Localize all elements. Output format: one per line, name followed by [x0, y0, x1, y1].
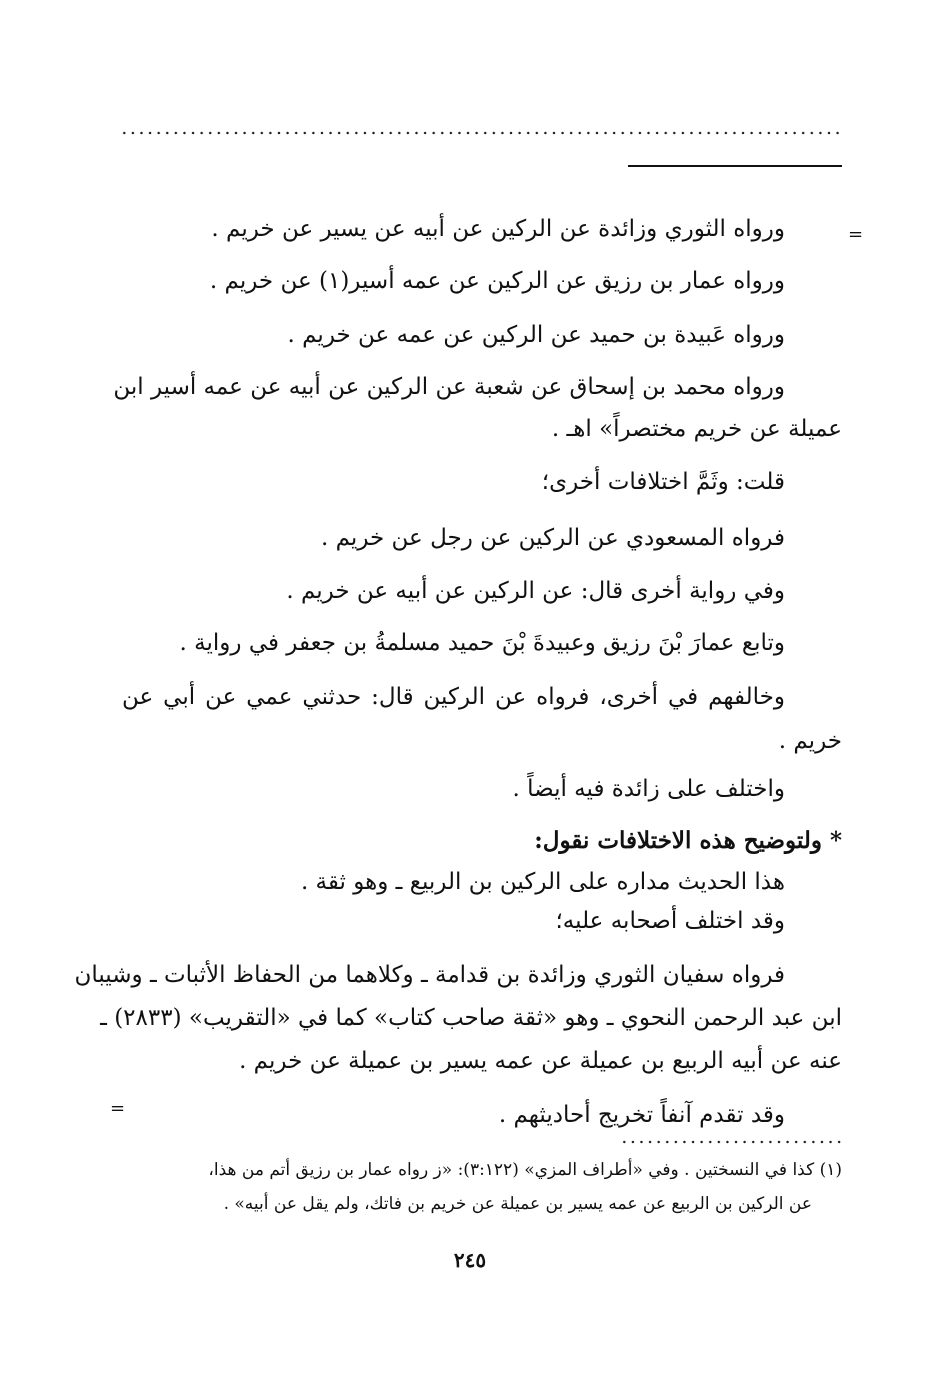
continuation-mark-bottom: = — [110, 1098, 126, 1119]
page-number: ٢٤٥ — [453, 1248, 487, 1272]
body-line-12: واختلف على زائدة فيه أيضاً . — [512, 776, 785, 802]
body-line-1: ورواه الثوري وزائدة عن الركين عن أبيه عن يسير عن خريم . — [211, 216, 785, 242]
body-line-16: فرواه سفيان الثوري وزائدة بن قدامة ـ وكلاهما من الحفاظ الأثبات ـ وشيبان — [74, 962, 785, 988]
top-dotted-rule — [120, 131, 842, 135]
body-line-2: ورواه عمار بن رزيق عن الركين عن عمه أسير(١) عن خريم . — [209, 268, 785, 294]
footnote-line-1: (١) كذا في النسختين . وفي «أطراف المزي» (٣:١٢٢): «ز رواه عمار بن رزيق أتم من هذا، — [208, 1160, 842, 1180]
body-line-4: ورواه محمد بن إسحاق عن شعبة عن الركين عن أبيه عن عمه أسير ابن — [113, 374, 785, 400]
section-heading: * ولتوضيح هذه الاختلافات نقول: — [534, 827, 842, 854]
continuation-mark-top: = — [848, 224, 864, 245]
body-line-8: وفي رواية أخرى قال: عن الركين عن أبيه عن خريم . — [286, 578, 785, 604]
body-line-7: فرواه المسعودي عن الركين عن رجل عن خريم . — [320, 525, 785, 551]
body-line-10: وخالفهم في أخرى، فرواه عن الركين قال: حدثني عمي عن أبي عن — [122, 684, 785, 710]
body-line-3: ورواه عَبيدة بن حميد عن الركين عن عمه عن خريم . — [287, 322, 785, 348]
body-line-14: هذا الحديث مداره على الركين بن الربيع ـ وهو ثقة . — [300, 869, 785, 895]
body-line-11: خريم . — [778, 728, 842, 754]
body-line-18: عنه عن أبيه الربيع بن عميلة عن عمه يسير بن عميلة عن خريم . — [239, 1048, 842, 1074]
body-line-5: عميلة عن خريم مختصراً» اهـ . — [551, 416, 842, 442]
footnote-separator — [620, 1140, 842, 1144]
body-line-9: وتابع عمارَ بْنَ رزيق وعبيدةَ بْنَ حميد مسلمةُ بن جعفر في رواية . — [179, 630, 785, 656]
footnote-line-2: عن الركين بن الربيع عن عمه يسير بن عميلة عن خريم بن فاتك، ولم يقل عن أبيه» . — [223, 1194, 812, 1214]
body-line-6: قلت: وثَمَّ اختلافات أخرى؛ — [541, 469, 785, 495]
body-line-15: وقد اختلف أصحابه عليه؛ — [555, 908, 785, 934]
body-line-17: ابن عبد الرحمن النحوي ـ وهو «ثقة صاحب كتاب» كما في «التقريب» (٢٨٣٣) ـ — [100, 1005, 842, 1031]
top-solid-rule — [628, 165, 842, 167]
body-line-19: وقد تقدم آنفاً تخريج أحاديثهم . — [498, 1102, 785, 1128]
